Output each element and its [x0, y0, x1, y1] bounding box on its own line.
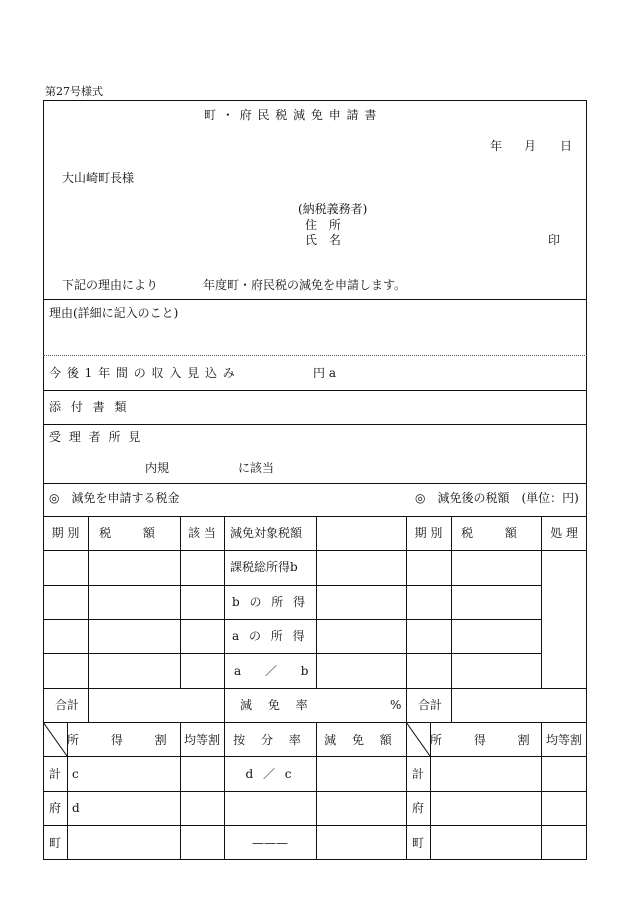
table-line [541, 516, 542, 688]
seal-mark: 印 [548, 233, 561, 247]
row-label-town: 町 [49, 836, 62, 850]
table-line [43, 791, 587, 792]
ratio-dash: ——— [252, 836, 288, 850]
label-total-taxable-income: 課税総所得b [230, 560, 298, 574]
table-line [180, 516, 181, 688]
income-estimate-label: 今 後 1 年 間 の 収 入 見 込 み [49, 366, 236, 380]
percent-sign: % [390, 698, 402, 712]
section-right-title: ◎ 減免後の税額 (単位：円) [415, 491, 579, 505]
header-processing: 処 理 [550, 526, 578, 540]
divider [43, 390, 587, 391]
label-exemption-target: 減免対象税額 [230, 526, 303, 540]
applicable-label: に該当 [238, 461, 275, 475]
table-line [43, 653, 541, 654]
header-period: 期 別 [51, 526, 80, 540]
header-applicable: 該 当 [188, 526, 216, 540]
address-label: 住 所 [305, 218, 345, 232]
table-line [43, 825, 587, 826]
header-right-per-capita: 均等割 [545, 733, 582, 747]
attachments-label: 添 付 書 類 [49, 400, 130, 414]
table-line [43, 619, 541, 620]
income-unit: 円 a [313, 366, 336, 380]
date-month: 月 [524, 139, 537, 153]
header-right-income-levy: 所 得 割 [430, 733, 544, 747]
header-right-period: 期 別 [414, 526, 443, 540]
row-label-prefecture: 府 [49, 801, 62, 815]
date-day: 日 [560, 139, 573, 153]
receiver-opinion-label: 受 理 者 所 見 [49, 430, 143, 444]
label-a-income: a の 所 得 [232, 629, 308, 643]
table-line [316, 516, 317, 688]
table-line [43, 688, 587, 689]
header-per-capita: 均等割 [183, 733, 220, 747]
row-mark-c: c [72, 767, 79, 781]
table-line [43, 516, 587, 517]
reason-label: 理由(詳細に記入のこと) [49, 306, 179, 320]
table-line [406, 516, 407, 722]
right-total-label: 合計 [418, 698, 443, 712]
header-apportion-rate: 按 分 率 [233, 733, 307, 747]
dotted-divider [43, 355, 587, 356]
row-label-total: 計 [49, 767, 62, 781]
header-tax-amount: 税 額 [99, 526, 169, 540]
table-line [88, 516, 89, 722]
header-right-tax-amount: 税 額 [461, 526, 531, 540]
request-prefix: 下記の理由により [62, 278, 159, 292]
label-a-over-b: a ／ b [234, 664, 319, 678]
taxpayer-label: (納税義務者) [298, 202, 368, 216]
addressee: 大山崎町長様 [62, 171, 135, 185]
table-line [43, 722, 587, 723]
table-line [224, 516, 225, 722]
header-income-levy: 所 得 割 [67, 733, 181, 747]
exemption-rate-label: 減 免 率 [240, 698, 314, 712]
date-year: 年 [490, 139, 503, 153]
divider [43, 483, 587, 484]
form-title: 町 ・ 府 民 税 減 免 申 請 書 [204, 108, 378, 122]
right-row-label-prefecture: 府 [412, 801, 425, 815]
table-line [43, 550, 587, 551]
section-left-title: ◎ 減免を申請する税金 [49, 491, 180, 505]
right-row-label-total: 計 [412, 767, 425, 781]
form-number: 第27号様式 [45, 85, 103, 98]
ratio-d-over-c: d ／ c [245, 767, 295, 781]
right-row-label-town: 町 [412, 836, 425, 850]
header-exemption-amount: 減 免 額 [324, 733, 398, 747]
diagonal-slash-right [406, 722, 430, 756]
internal-rule-label: 内規 [145, 461, 170, 475]
label-b-income: b の 所 得 [232, 595, 309, 609]
divider [43, 424, 587, 425]
request-suffix: 年度町・府民税の減免を申請します。 [203, 278, 407, 292]
divider [43, 299, 587, 300]
name-label: 氏 名 [305, 233, 345, 247]
diagonal-slash-left [43, 722, 67, 756]
row-mark-d: d [72, 801, 80, 815]
table-line [43, 585, 541, 586]
table-line [43, 756, 587, 757]
total-label: 合計 [55, 698, 80, 712]
table-line [451, 516, 452, 722]
